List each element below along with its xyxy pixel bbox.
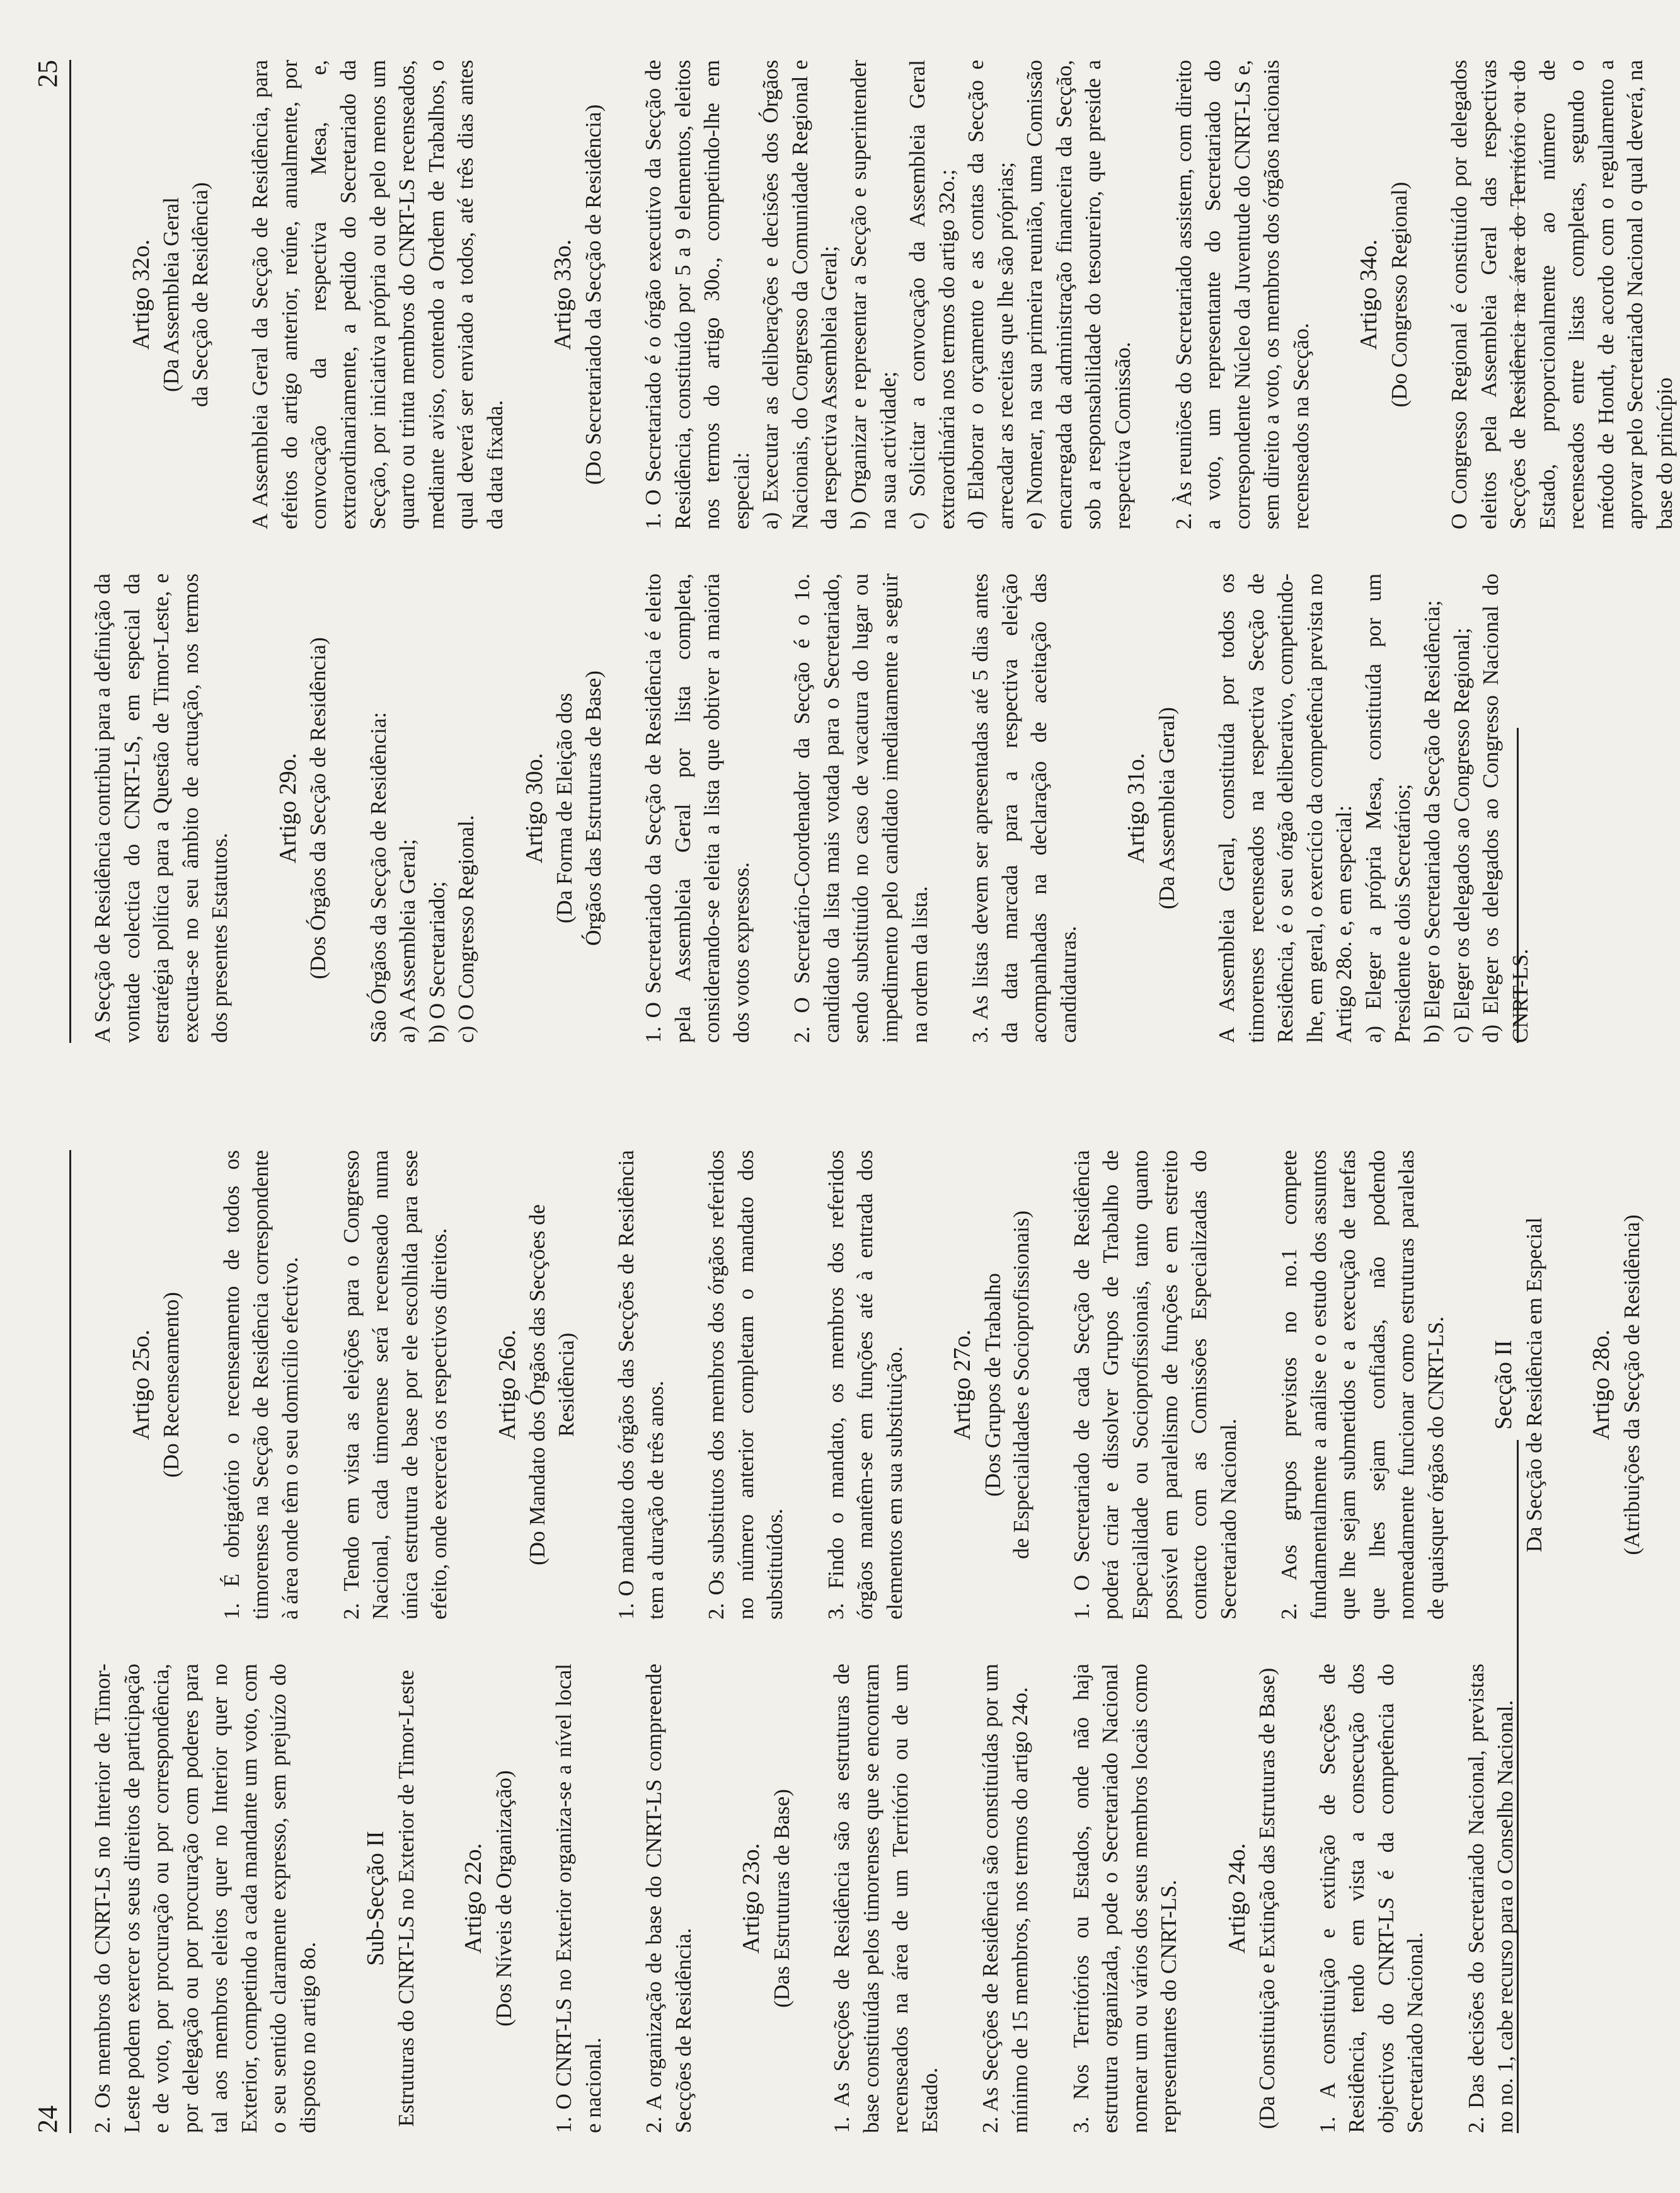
article-heading [458,1664,518,2133]
heading-subtitle: (Dos Grupos de Trabalho [980,1273,1005,1497]
paragraph: O Congresso Regional é constituído por delegados eleitos pela Assembleia Geral das respectivas Secções de Residência na área do Território ou do Estado, proporcionalmente ao número de recenseados entre listas completas, segundo o método de Hondt, de acordo com o regulamento a aprovar pelo Secretariado Nacional o qual deverá, na base do princípio [1447,60,1677,529]
paragraph: 2. Das decisões do Secretariado Nacional, previstas no no. 1, cabe recurso para o Conselho Nacional. [1463,1664,1518,2133]
paragraph: 1. A constituição e extinção de Secções de Residência, tendo em vista a consecução dos objectivos do CNRT-LS é da competência do Secretariado Nacional. [1315,1664,1428,2133]
heading-subtitle: (Do Congresso Regional) [1386,181,1412,408]
article-heading [126,60,214,529]
heading-subtitle: da Secção de Residência) [187,182,212,407]
heading-title: Artigo 26o. [493,1329,521,1441]
heading-subtitle: (Da Forma de Eleição dos [552,693,577,924]
heading-title: Artigo 33o. [549,239,577,350]
list-line: a) Eleger a própria Mesa, constituída por um Presidente e dois Secretários; [1361,573,1415,1043]
heading-title: Artigo 23o. [738,1843,765,1954]
paragraph: 2. Os membros do CNRT-LS no Interior de Timor-Leste podem exercer os seus direitos de participação e de voto, por procuração ou por correspondência, por delegação ou por procuração com poderes para tal aos membros eleitos quer no Interior quer no Exterior, competindo a cada mandante um voto, com o seu sentido claramente expresso, sem prejuízo do disposto no artigo 8o. [90,1664,320,2133]
heading-title: Artigo 28o. [1588,1329,1615,1441]
heading-subtitle: Órgãos das Estruturas de Base) [580,671,606,946]
left-page-column-2 [88,1150,1644,1620]
article-heading [126,1150,186,1620]
list-line: A Assembleia Geral, constituída por todos os timorenses recenseados na respectiva Secção de Residência, é o seu órgão deliberativo, competindo-lhe, em geral, o exercício da competência prevista no Artigo 28o. e, em especial: [1214,573,1357,1043]
article-heading [1222,1664,1282,2133]
list-line: b) Eleger o Secretariado da Secção de Residência; [1420,600,1445,1043]
list-line: a) A Assembleia Geral; [395,839,420,1043]
top-rule [69,1150,71,2133]
paragraph: 2. Os substitutos dos membros dos órgãos referidos no número anterior completam o mandato dos substituídos. [704,1150,788,1620]
heading-title: Artigo 30o. [521,752,548,864]
bottom-rule [1517,1440,1519,2133]
heading-title: Sub-Secção II [362,1831,389,1966]
heading-title: Artigo 22o. [460,1843,487,1954]
article-heading [360,1664,420,2133]
left-page [32,1150,1644,2133]
article-heading [548,60,607,529]
page-number-right: 25 [32,60,63,88]
heading-title: Artigo 24o. [1223,1843,1250,1954]
heading-title: Artigo 34o. [1355,239,1383,350]
heading-subtitle: de Especialidades e Socioprofissionais) [1009,1210,1034,1560]
right-page-column-2 [88,60,1677,529]
paragraph: 1. É obrigatório o recenseamento de todos os timorenses na Secção de Residência correspondente à área onde têm o seu domicílio efectivo. [219,1150,302,1620]
list-line: a) Executar as deliberações e decisões dos Órgãos Nacionais, do Congresso da Comunidade Regional e da respectiva Assembleia Geral; [758,60,842,529]
paragraph: 1. O Secretariado de cada Secção de Residência poderá criar e dissolver Grupos de Trabalho de Especialidade ou Socioprofissionais, tanto quanto possível em paralelismo de funções e em estreito contacto com as Comissões Especializadas do Secretariado Nacional. [1069,1150,1241,1620]
article-heading [273,573,333,1043]
top-rule [69,60,71,1043]
paragraph: 3. As listas devem ser apresentadas até 5 dias antes da data marcada para a respectiva eleição acompanhadas na declaração de aceitação das candidaturas. [968,573,1081,1043]
heading-title: Secção II [1490,1340,1517,1430]
article-heading [947,1150,1035,1620]
heading-title: Artigo 27o. [949,1329,976,1441]
heading-subtitle: (Atribuições da Secção de Residência) [1619,1214,1644,1555]
heading-subtitle: (Dos Níveis de Organização) [491,1770,516,2027]
article-heading [1586,1150,1646,1620]
list-line: d) Eleger os delegados ao Congresso Nacional do CNRT-LS. [1478,573,1533,1043]
paragraph: 3. Findo o mandato, os membros dos referidos órgãos mantêm-se em funções até à entrada dos elementos em sua substituição. [823,1150,907,1620]
heading-subtitle: (Da Assembleia Geral) [1154,707,1179,909]
paragraph: A Secção de Residência contribui para a definição da vontade colectica do CNRT-LS, em especial da estratégia política para a Questão de Timor-Leste, e executa-se no seu âmbito de actuação, nos termos dos presentes Estatutos. [90,573,233,1043]
left-page-column-1 [88,1664,1519,2133]
right-page [32,60,1677,1043]
paragraph: c) O Congresso Regional. [454,815,479,1043]
list-line: d) Elaborar o orçamento e as contas da Secção e arrecadar as receitas que lhe são próprias; [964,60,1018,529]
heading-subtitle: (Do Recenseamento) [159,1292,184,1478]
heading-subtitle: (Dos Órgãos da Secção de Residência) [306,637,331,979]
article-heading [736,1664,796,2133]
article-heading [1354,60,1413,529]
heading-title: Artigo 25o. [128,1329,154,1441]
paragraph: e) Nomear, na sua primeira reunião, uma Comissão encarregada da administração financeira da Secção, sob a responsabilidade do tesoureiro, que preside a respectiva Comissão. [1022,60,1135,529]
dashed-rule [1517,66,1519,413]
page-number-left: 24 [32,2105,63,2133]
paragraph: 1. O mandato dos órgãos das Secções de Residência tem a duração de três anos. [614,1150,668,1620]
heading-subtitle: Da Secção de Residência em Especial [1521,1217,1546,1553]
heading-subtitle: (Das Estruturas de Base) [769,1789,794,2008]
paragraph: 1. As Secções de Residência são as estruturas de base constituídas pelos timorenses que se encontram recenseados na área de um Território ou de um Estado. [829,1664,942,2133]
paragraph: 2. Tendo em vista as eleições para o Congresso Nacional, cada timorense será recenseado numa única estrutura de base por ele escolhida para esse efeito, onde exercerá os respectivos direitos. [338,1150,452,1620]
list-line: c) Eleger os delegados ao Congresso Regional; [1449,628,1474,1043]
paragraph: 2. As Secções de Residência são constituídas por um mínimo de 15 membros, nos termos do artigo 24o. [978,1664,1032,2133]
article-heading [519,573,607,1043]
article-heading [1121,573,1181,1043]
paragraph: 2. A organização de base do CNRT-LS compreende Secções de Residência. [642,1664,696,2133]
heading-subtitle: (Da Assembleia Geral [159,197,184,393]
heading-subtitle: (Do Secretariado da Secção de Residência) [580,104,606,485]
list-line: 1. O Secretariado é o órgão executivo da Secção de Residência, constituído por 5 a 9 elementos, eleitos nos termos do artigo 30o., competindo-lhe em especial: [641,60,754,529]
list-line: c) Solicitar a convocação da Assembleia Geral extraordinária nos termos do artigo 32o.; [905,60,959,529]
heading-subtitle: (Do Mandato dos Órgãos das Secções de Residência) [525,1204,578,1565]
heading-title: Artigo 31o. [1123,752,1150,864]
list-line: b) Organizar e representar a Secção e superintender na sua actividade; [846,60,900,529]
paragraph: 1. O CNRT-LS no Exterior organiza-se a nível local e nacional. [551,1664,606,2133]
paragraph: A Assembleia Geral da Secção de Residência, para efeitos do artigo anterior, reúne, anualmente, por convocação da respectiva Mesa, e, extraordinariamente, a pedido do Secretariado da Secção, por iniciativa própria ou de pelo menos um quarto ou trinta membros do CNRT-LS recenseados, mediante aviso, contendo a Ordem de Trabalhos, o qual deverá ser enviado a todos, até três dias antes da data fixada. [248,60,507,529]
heading-subtitle: Estruturas do CNRT-LS no Exterior de Timor-Leste [393,1669,418,2127]
heading-subtitle: (Da Constituição e Extinção das Estruturas de Base) [1255,1667,1280,2129]
paragraph: 3. Nos Territórios ou Estados, onde não haja estrutura organizada, pode o Secretariado Nacional nomear um ou vários dos seus membros locais como representantes do CNRT-LS. [1068,1664,1182,2133]
paragraph: 1. O Secretariado da Secção de Residência é eleito pela Assembleia Geral por lista completa, considerando-se eleita a lista que obtiver a maioria dos votos expressos. [641,573,754,1043]
heading-title: Artigo 32o. [128,239,154,350]
list-line: São Órgãos da Secção de Residência: [365,711,391,1043]
heading-title: Artigo 29o. [274,752,301,864]
paragraph: 2. Aos grupos previstos no no.1 compete fundamentalmente a análise e o estudo dos assuntos que lhe sejam submetidos e a execução de tarefas que lhes sejam confiadas, não podendo nomeadamente funcionar como estruturas paralelas de quaisquer órgãos do CNRT-LS. [1277,1150,1448,1620]
article-heading [492,1150,580,1620]
paragraph: 2. O Secretário-Coordenador da Secção é o 1o. candidato da lista mais votada para o Secretariado, sendo substituído no caso de vacatura do lugar ou impedimento pelo candidato imediatamente a seguir na ordem da lista. [790,573,932,1043]
bottom-rule [1517,728,1519,1043]
list-line: b) O Secretariado; [424,881,449,1043]
paragraph: 2. Às reuniões do Secretariado assistem, com direito a voto, um representante do Secretariado do correspondente Núcleo da Juventude do CNRT-LS e, sem direito a voto, os membros dos órgãos nacionais recenseados na Secção. [1171,60,1313,529]
right-page-column-1 [88,573,1533,1043]
